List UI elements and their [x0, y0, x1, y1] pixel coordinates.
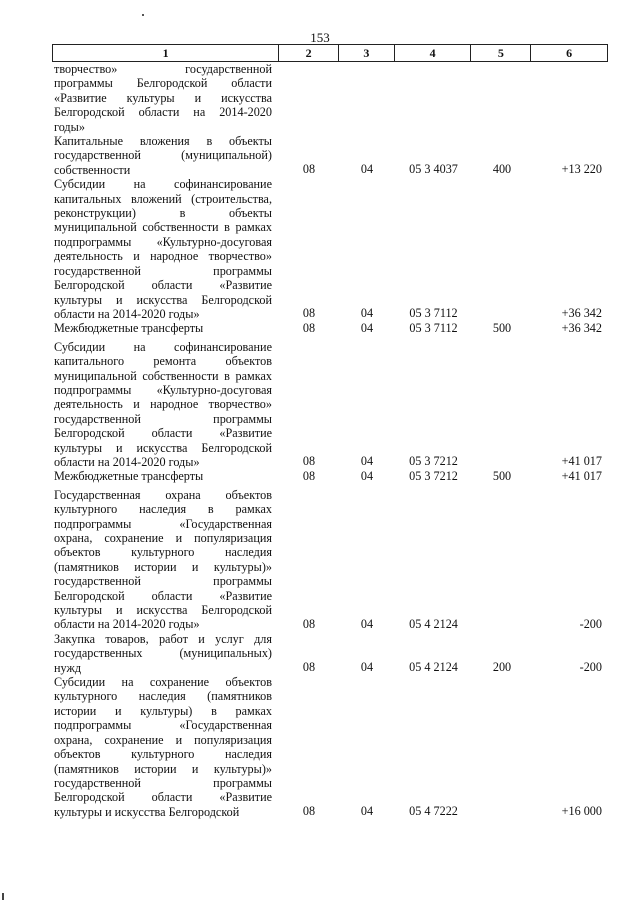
amount-value: +13 220 — [561, 162, 602, 177]
table-header — [52, 44, 608, 62]
row-description — [54, 62, 272, 134]
description-line: Межбюджетные трансферты — [54, 469, 204, 484]
description-line: Субсидии на софинансирование — [54, 177, 272, 192]
scan-speck — [142, 14, 144, 16]
description-line: Белгородской области на 2014-2020 — [54, 105, 272, 120]
table-row — [52, 321, 608, 335]
scan-edge-mark — [2, 893, 4, 900]
description-line: «Развитие культуры и искусства — [54, 90, 272, 105]
description-line: Белгородской области «Развитие — [54, 588, 272, 603]
section-code: 08 — [302, 321, 316, 336]
description-line: (памятников истории и культуры)» — [54, 559, 272, 574]
description-line: Государственная охрана объектов — [54, 487, 272, 502]
amount-value: +41 017 — [561, 454, 602, 469]
row-codes — [52, 454, 608, 469]
description-line: капитальных вложений (строительства, — [54, 191, 272, 206]
target-article-code: 05 3 7212 — [409, 469, 458, 484]
description-line: Белгородской области «Развитие — [54, 426, 272, 441]
expense-type-code: 400 — [492, 162, 512, 177]
amount-value: -200 — [579, 660, 602, 675]
section-code: 08 — [302, 162, 316, 177]
target-article-code: 05 4 7222 — [409, 804, 458, 819]
amount-value: -200 — [579, 616, 602, 631]
description-line: подпрограммы «Государственная — [54, 718, 272, 733]
description-line: культурного наследия в рамках — [54, 502, 272, 517]
row-codes — [52, 306, 608, 321]
table-row — [52, 675, 608, 819]
header-col-2: 2 — [279, 45, 339, 61]
header-col-1: 1 — [53, 45, 279, 61]
row-codes — [52, 804, 608, 819]
subsection-code: 04 — [360, 660, 374, 675]
expense-type-code: 200 — [492, 660, 512, 675]
description-line: программы Белгородской области — [54, 76, 272, 91]
subsection-code: 04 — [360, 306, 374, 321]
description-line: культуры и искусства Белгородской — [54, 603, 272, 618]
description-line: культуры и искусства Белгородской — [54, 440, 272, 455]
description-line: Межбюджетные трансферты — [54, 321, 204, 336]
header-col-5: 5 — [471, 45, 531, 61]
subsection-code: 04 — [360, 162, 374, 177]
row-codes — [52, 321, 608, 336]
description-line: деятельность и народное творчество» — [54, 397, 272, 412]
description-line: деятельность и народное творчество» — [54, 249, 272, 264]
table-row — [52, 177, 608, 321]
description-line: муниципальной собственности в рамках — [54, 220, 272, 235]
description-line: государственной (муниципальной) — [54, 148, 272, 163]
target-article-code: 05 4 2124 — [409, 660, 458, 675]
row-description — [54, 675, 272, 819]
description-line: подпрограммы «Культурно-досуговая — [54, 382, 272, 397]
row-codes — [52, 660, 608, 675]
amount-value: +36 342 — [561, 321, 602, 336]
description-line: культуры и искусства Белгородской — [54, 292, 272, 307]
amount-value: +36 342 — [561, 306, 602, 321]
header-col-3: 3 — [339, 45, 395, 61]
row-description — [54, 340, 272, 470]
target-article-code: 05 3 7112 — [409, 306, 458, 321]
description-line: Капитальные вложения в объекты — [54, 134, 272, 149]
section-code: 08 — [302, 804, 316, 819]
description-line: культурного наследия (памятников — [54, 689, 272, 704]
row-description — [54, 177, 272, 321]
description-line: подпрограммы «Государственная — [54, 516, 272, 531]
section-code: 08 — [302, 660, 316, 675]
description-line: культуры и искусства Белгородской — [54, 804, 240, 819]
description-line: охрана, сохранение и популяризация — [54, 732, 272, 747]
description-line: Закупка товаров, работ и услуг для — [54, 631, 272, 646]
row-description — [54, 488, 272, 632]
description-line: Белгородской области «Развитие — [54, 278, 272, 293]
description-line: Белгородской области «Развитие — [54, 790, 272, 805]
row-codes — [52, 617, 608, 632]
description-line: истории и культуры) в рамках — [54, 703, 272, 718]
target-article-code: 05 3 4037 — [409, 162, 458, 177]
section-code: 08 — [302, 469, 316, 484]
header-col-6: 6 — [566, 45, 573, 60]
description-line: государственной программы — [54, 574, 272, 589]
description-line: государственной программы — [54, 775, 272, 790]
description-line: объектов культурного наследия — [54, 545, 272, 560]
description-line: государственной программы — [54, 263, 272, 278]
description-line: реконструкции) в объекты — [54, 206, 272, 221]
amount-value: +41 017 — [561, 469, 602, 484]
target-article-code: 05 3 7112 — [409, 321, 458, 336]
description-line: государственной программы — [54, 411, 272, 426]
table-row — [52, 62, 608, 134]
table-body — [52, 62, 608, 819]
table-row — [52, 469, 608, 483]
subsection-code: 04 — [360, 469, 374, 484]
subsection-code: 04 — [360, 454, 374, 469]
row-codes — [52, 162, 608, 177]
table-row — [52, 632, 608, 675]
page-number: 153 — [310, 30, 330, 45]
description-line: области на 2014-2020 годы» — [54, 306, 200, 321]
target-article-code: 05 4 2124 — [409, 616, 458, 631]
header-col-4: 4 — [395, 45, 472, 61]
amount-value: +16 000 — [561, 804, 602, 819]
table-row — [52, 134, 608, 177]
description-line: охрана, сохранение и популяризация — [54, 531, 272, 545]
description-line: годы» — [54, 119, 85, 134]
description-line: объектов культурного наследия — [54, 747, 272, 762]
expense-type-code: 500 — [492, 469, 512, 484]
section-code: 08 — [302, 306, 316, 321]
subsection-code: 04 — [360, 804, 374, 819]
description-line: творчество» государственной — [54, 62, 272, 76]
row-codes — [52, 469, 608, 484]
subsection-code: 04 — [360, 616, 374, 631]
section-code: 08 — [302, 616, 316, 631]
target-article-code: 05 3 7212 — [409, 454, 458, 469]
subsection-code: 04 — [360, 321, 374, 336]
table-row — [52, 340, 608, 470]
description-line: Субсидии на сохранение объектов — [54, 675, 272, 690]
description-line: собственности — [54, 162, 131, 177]
table-row — [52, 488, 608, 632]
description-line: области на 2014-2020 годы» — [54, 617, 200, 632]
description-line: подпрограммы «Культурно-досуговая — [54, 234, 272, 249]
description-line: муниципальной собственности в рамках — [54, 368, 272, 383]
description-line: Субсидии на софинансирование — [54, 339, 272, 354]
description-line: (памятников истории и культуры)» — [54, 761, 272, 776]
description-line: капитального ремонта объектов — [54, 354, 272, 369]
description-line: государственных (муниципальных) — [54, 646, 272, 661]
description-line: области на 2014-2020 годы» — [54, 454, 200, 469]
expense-type-code: 500 — [492, 321, 512, 336]
description-line: нужд — [54, 660, 82, 675]
section-code: 08 — [302, 454, 316, 469]
